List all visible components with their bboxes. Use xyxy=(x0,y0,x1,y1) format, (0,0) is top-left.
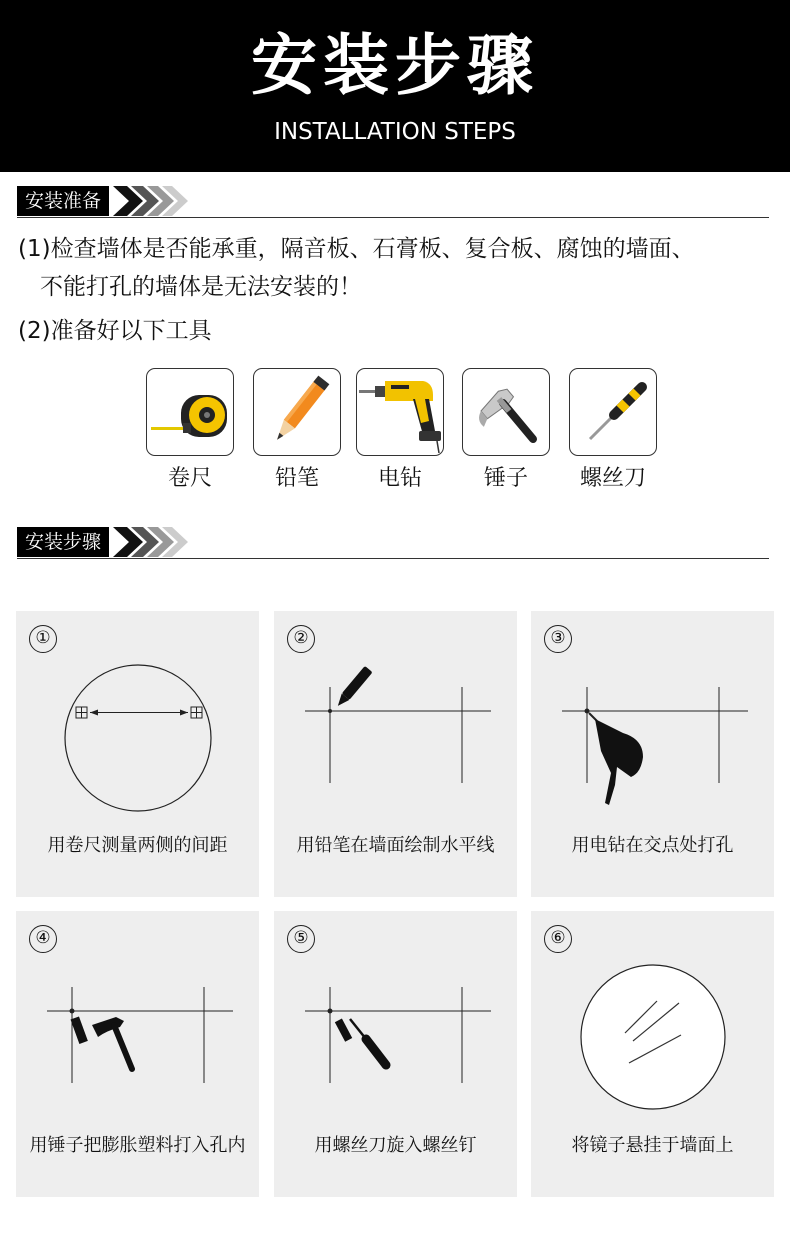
step-number: ⑤ xyxy=(287,925,315,953)
step-number: ③ xyxy=(544,625,572,653)
tool-hammer xyxy=(462,368,550,494)
drill-diagram xyxy=(531,661,774,821)
section-header-prep xyxy=(17,186,769,218)
step-caption: 用螺丝刀旋入螺丝钉 xyxy=(314,1135,477,1156)
page-header xyxy=(0,0,790,172)
hammer-icon xyxy=(463,369,550,456)
step-caption: 将镜子悬挂于墙面上 xyxy=(571,1135,734,1156)
step-card-4 xyxy=(16,911,259,1197)
screwdriver-icon xyxy=(570,369,657,456)
tool-label: 电钻 xyxy=(377,466,422,491)
tape-measure-icon xyxy=(147,369,234,456)
step-card-1 xyxy=(16,611,259,897)
prep-line-3: (2)准备好以下工具 xyxy=(18,318,212,344)
section-tag: 安装准备 xyxy=(17,186,109,216)
tool-label: 卷尺 xyxy=(167,466,212,491)
prep-line-2: 不能打孔的墙体是无法安装的！ xyxy=(40,274,362,300)
hammer-diagram xyxy=(16,961,259,1121)
page-title: 安装步骤 xyxy=(251,27,539,104)
step-caption: 用锤子把膨胀塑料打入孔内 xyxy=(29,1135,246,1156)
step-card-2 xyxy=(274,611,517,897)
step-number: ④ xyxy=(29,925,57,953)
section-tag: 安装步骤 xyxy=(17,527,109,557)
measure-diagram xyxy=(16,661,259,821)
step-card-5 xyxy=(274,911,517,1197)
step-card-3 xyxy=(531,611,774,897)
step-number: ① xyxy=(29,625,57,653)
section-header-steps xyxy=(17,527,769,559)
mirror-diagram xyxy=(531,961,774,1121)
tool-label: 铅笔 xyxy=(274,466,319,491)
step-card-6 xyxy=(531,911,774,1197)
tool-tape-measure xyxy=(146,368,234,494)
page-subtitle: INSTALLATION STEPS xyxy=(274,119,516,145)
tool-label: 螺丝刀 xyxy=(579,466,646,491)
pencil-icon xyxy=(254,369,341,456)
stripes-decoration xyxy=(113,186,193,216)
step-caption: 用铅笔在墙面绘制水平线 xyxy=(296,835,495,856)
step-caption: 用卷尺测量两侧的间距 xyxy=(47,835,228,856)
tool-drill xyxy=(356,368,444,494)
screwdriver-diagram xyxy=(274,961,517,1121)
tool-pencil xyxy=(253,368,341,494)
tool-screwdriver xyxy=(569,368,657,494)
drill-icon xyxy=(357,369,444,456)
stripes-decoration xyxy=(113,527,193,557)
prep-line-1: (1)检查墙体是否能承重，隔音板、石膏板、复合板、腐蚀的墙面、 xyxy=(18,236,695,262)
step-caption: 用电钻在交点处打孔 xyxy=(571,835,734,856)
step-number: ⑥ xyxy=(544,925,572,953)
step-number: ② xyxy=(287,625,315,653)
pencil-line-diagram xyxy=(274,661,517,821)
tool-label: 锤子 xyxy=(483,466,528,491)
